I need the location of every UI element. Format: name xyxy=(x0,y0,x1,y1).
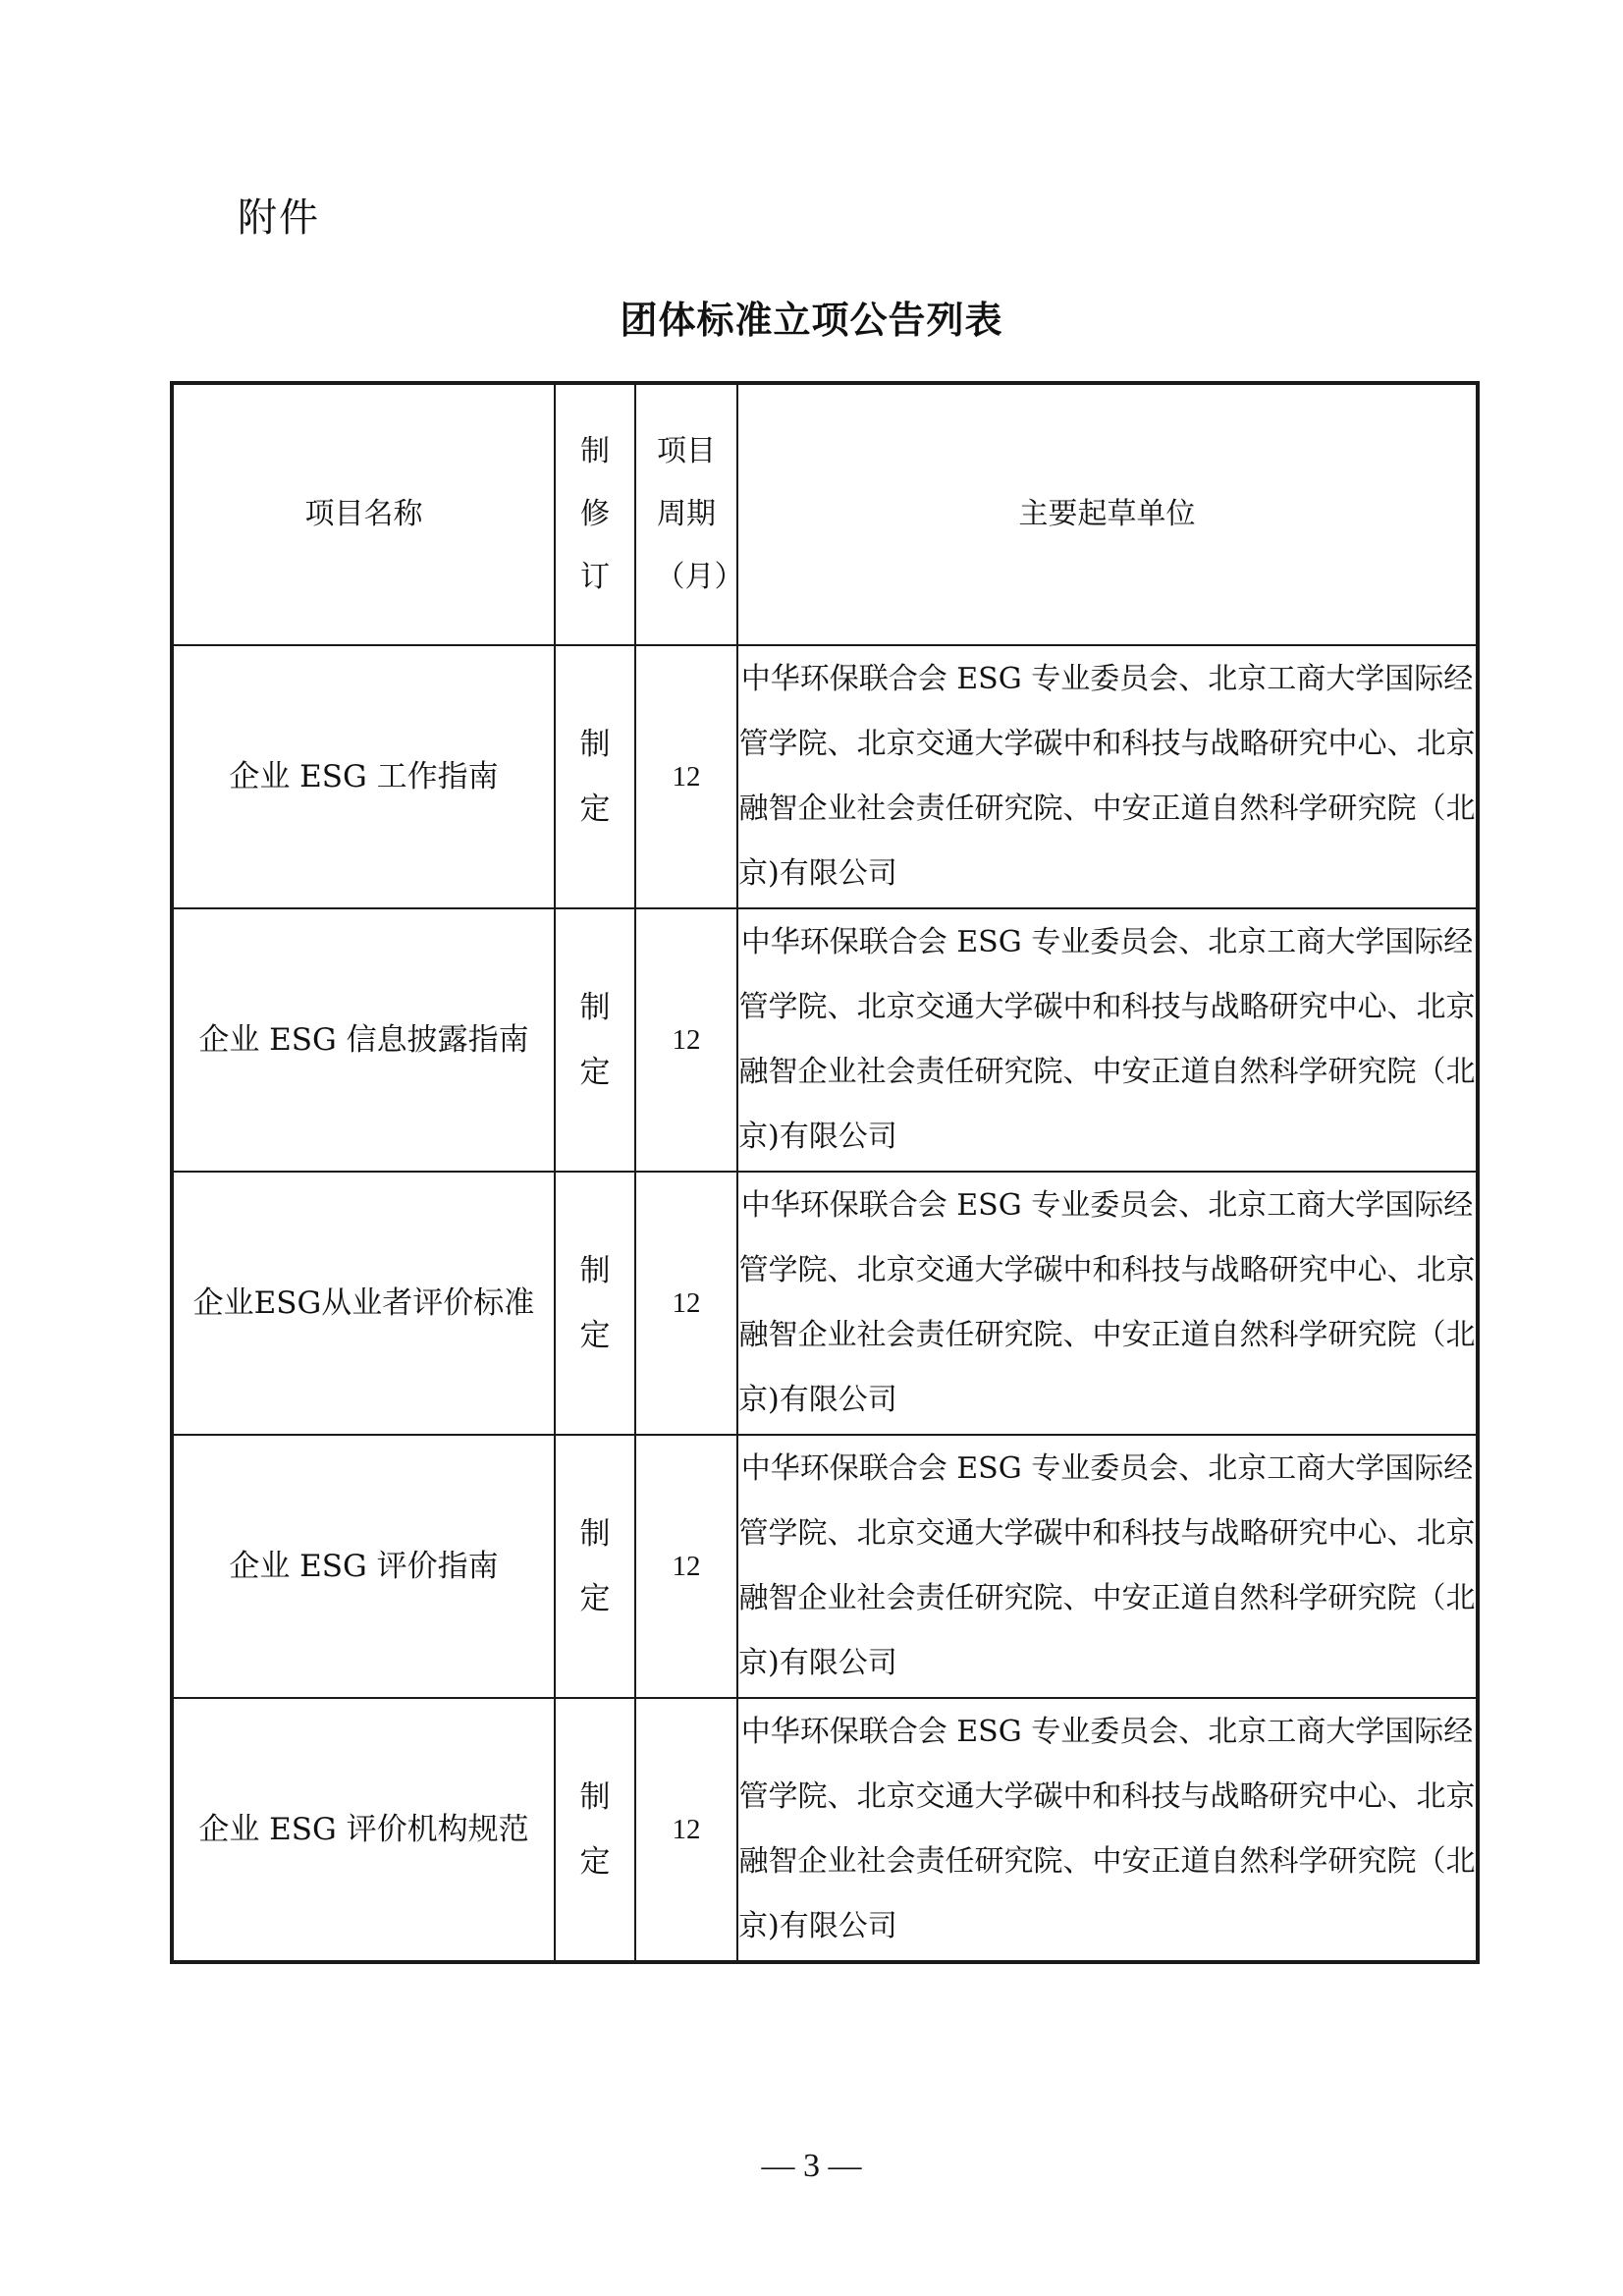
project-list-table xyxy=(170,381,1480,1964)
revision-type-cell xyxy=(555,908,635,1172)
project-name-cell: 企业 ESG 工作指南 xyxy=(172,645,555,908)
table-row xyxy=(172,1698,1478,1962)
header-revision-type-text: 制修订 xyxy=(580,434,610,594)
page-number: — 3 — xyxy=(761,2148,862,2184)
revision-type-text: 制定 xyxy=(579,1779,611,1880)
header-drafting-units xyxy=(737,383,1478,645)
table-header-row xyxy=(172,383,1478,645)
table-row xyxy=(172,1172,1478,1435)
attachment-label: 附件 xyxy=(238,195,320,241)
revision-type-text: 制定 xyxy=(579,727,611,827)
header-drafting-units-text: 主要起草单位 xyxy=(1018,497,1196,531)
project-period-cell: 12 xyxy=(635,1172,737,1435)
revision-type-text: 制定 xyxy=(579,1253,611,1353)
project-name-cell: 企业 ESG 评价指南 xyxy=(172,1435,555,1698)
revision-type-cell xyxy=(555,645,635,908)
revision-type-cell xyxy=(555,1172,635,1435)
revision-type-cell xyxy=(555,1698,635,1962)
project-period-cell: 12 xyxy=(635,1698,737,1962)
drafting-units-cell: 中华环保联合会 ESG 专业委员会、北京工商大学国际经管学院、北京交通大学碳中和科技与战略研究中心、北京融智企业社会责任研究院、中安正道自然科学研究院（北京)有限公司 xyxy=(737,1172,1478,1435)
header-project-name xyxy=(172,383,555,645)
drafting-units-cell: 中华环保联合会 ESG 专业委员会、北京工商大学国际经管学院、北京交通大学碳中和科技与战略研究中心、北京融智企业社会责任研究院、中安正道自然科学研究院（北京)有限公司 xyxy=(737,1435,1478,1698)
document-title: 团体标准立项公告列表 xyxy=(620,298,1003,342)
project-period-cell: 12 xyxy=(635,1435,737,1698)
header-revision-type xyxy=(555,383,635,645)
header-project-period-text: 项目周期（月） xyxy=(655,434,744,594)
header-project-name-text: 项目名称 xyxy=(304,497,423,531)
revision-type-text: 制定 xyxy=(579,990,611,1090)
drafting-units-cell: 中华环保联合会 ESG 专业委员会、北京工商大学国际经管学院、北京交通大学碳中和科技与战略研究中心、北京融智企业社会责任研究院、中安正道自然科学研究院（北京)有限公司 xyxy=(737,1698,1478,1962)
drafting-units-cell: 中华环保联合会 ESG 专业委员会、北京工商大学国际经管学院、北京交通大学碳中和科技与战略研究中心、北京融智企业社会责任研究院、中安正道自然科学研究院（北京)有限公司 xyxy=(737,645,1478,908)
project-name-cell: 企业ESG从业者评价标准 xyxy=(172,1172,555,1435)
revision-type-text: 制定 xyxy=(579,1516,611,1616)
table-row xyxy=(172,1435,1478,1698)
project-period-cell: 12 xyxy=(635,645,737,908)
table-row xyxy=(172,645,1478,908)
revision-type-cell xyxy=(555,1435,635,1698)
project-name-cell: 企业 ESG 信息披露指南 xyxy=(172,908,555,1172)
header-project-period xyxy=(635,383,744,645)
table-row xyxy=(172,908,1478,1172)
drafting-units-cell: 中华环保联合会 ESG 专业委员会、北京工商大学国际经管学院、北京交通大学碳中和科技与战略研究中心、北京融智企业社会责任研究院、中安正道自然科学研究院（北京)有限公司 xyxy=(737,908,1478,1172)
project-name-cell: 企业 ESG 评价机构规范 xyxy=(172,1698,555,1962)
project-period-cell: 12 xyxy=(635,908,737,1172)
